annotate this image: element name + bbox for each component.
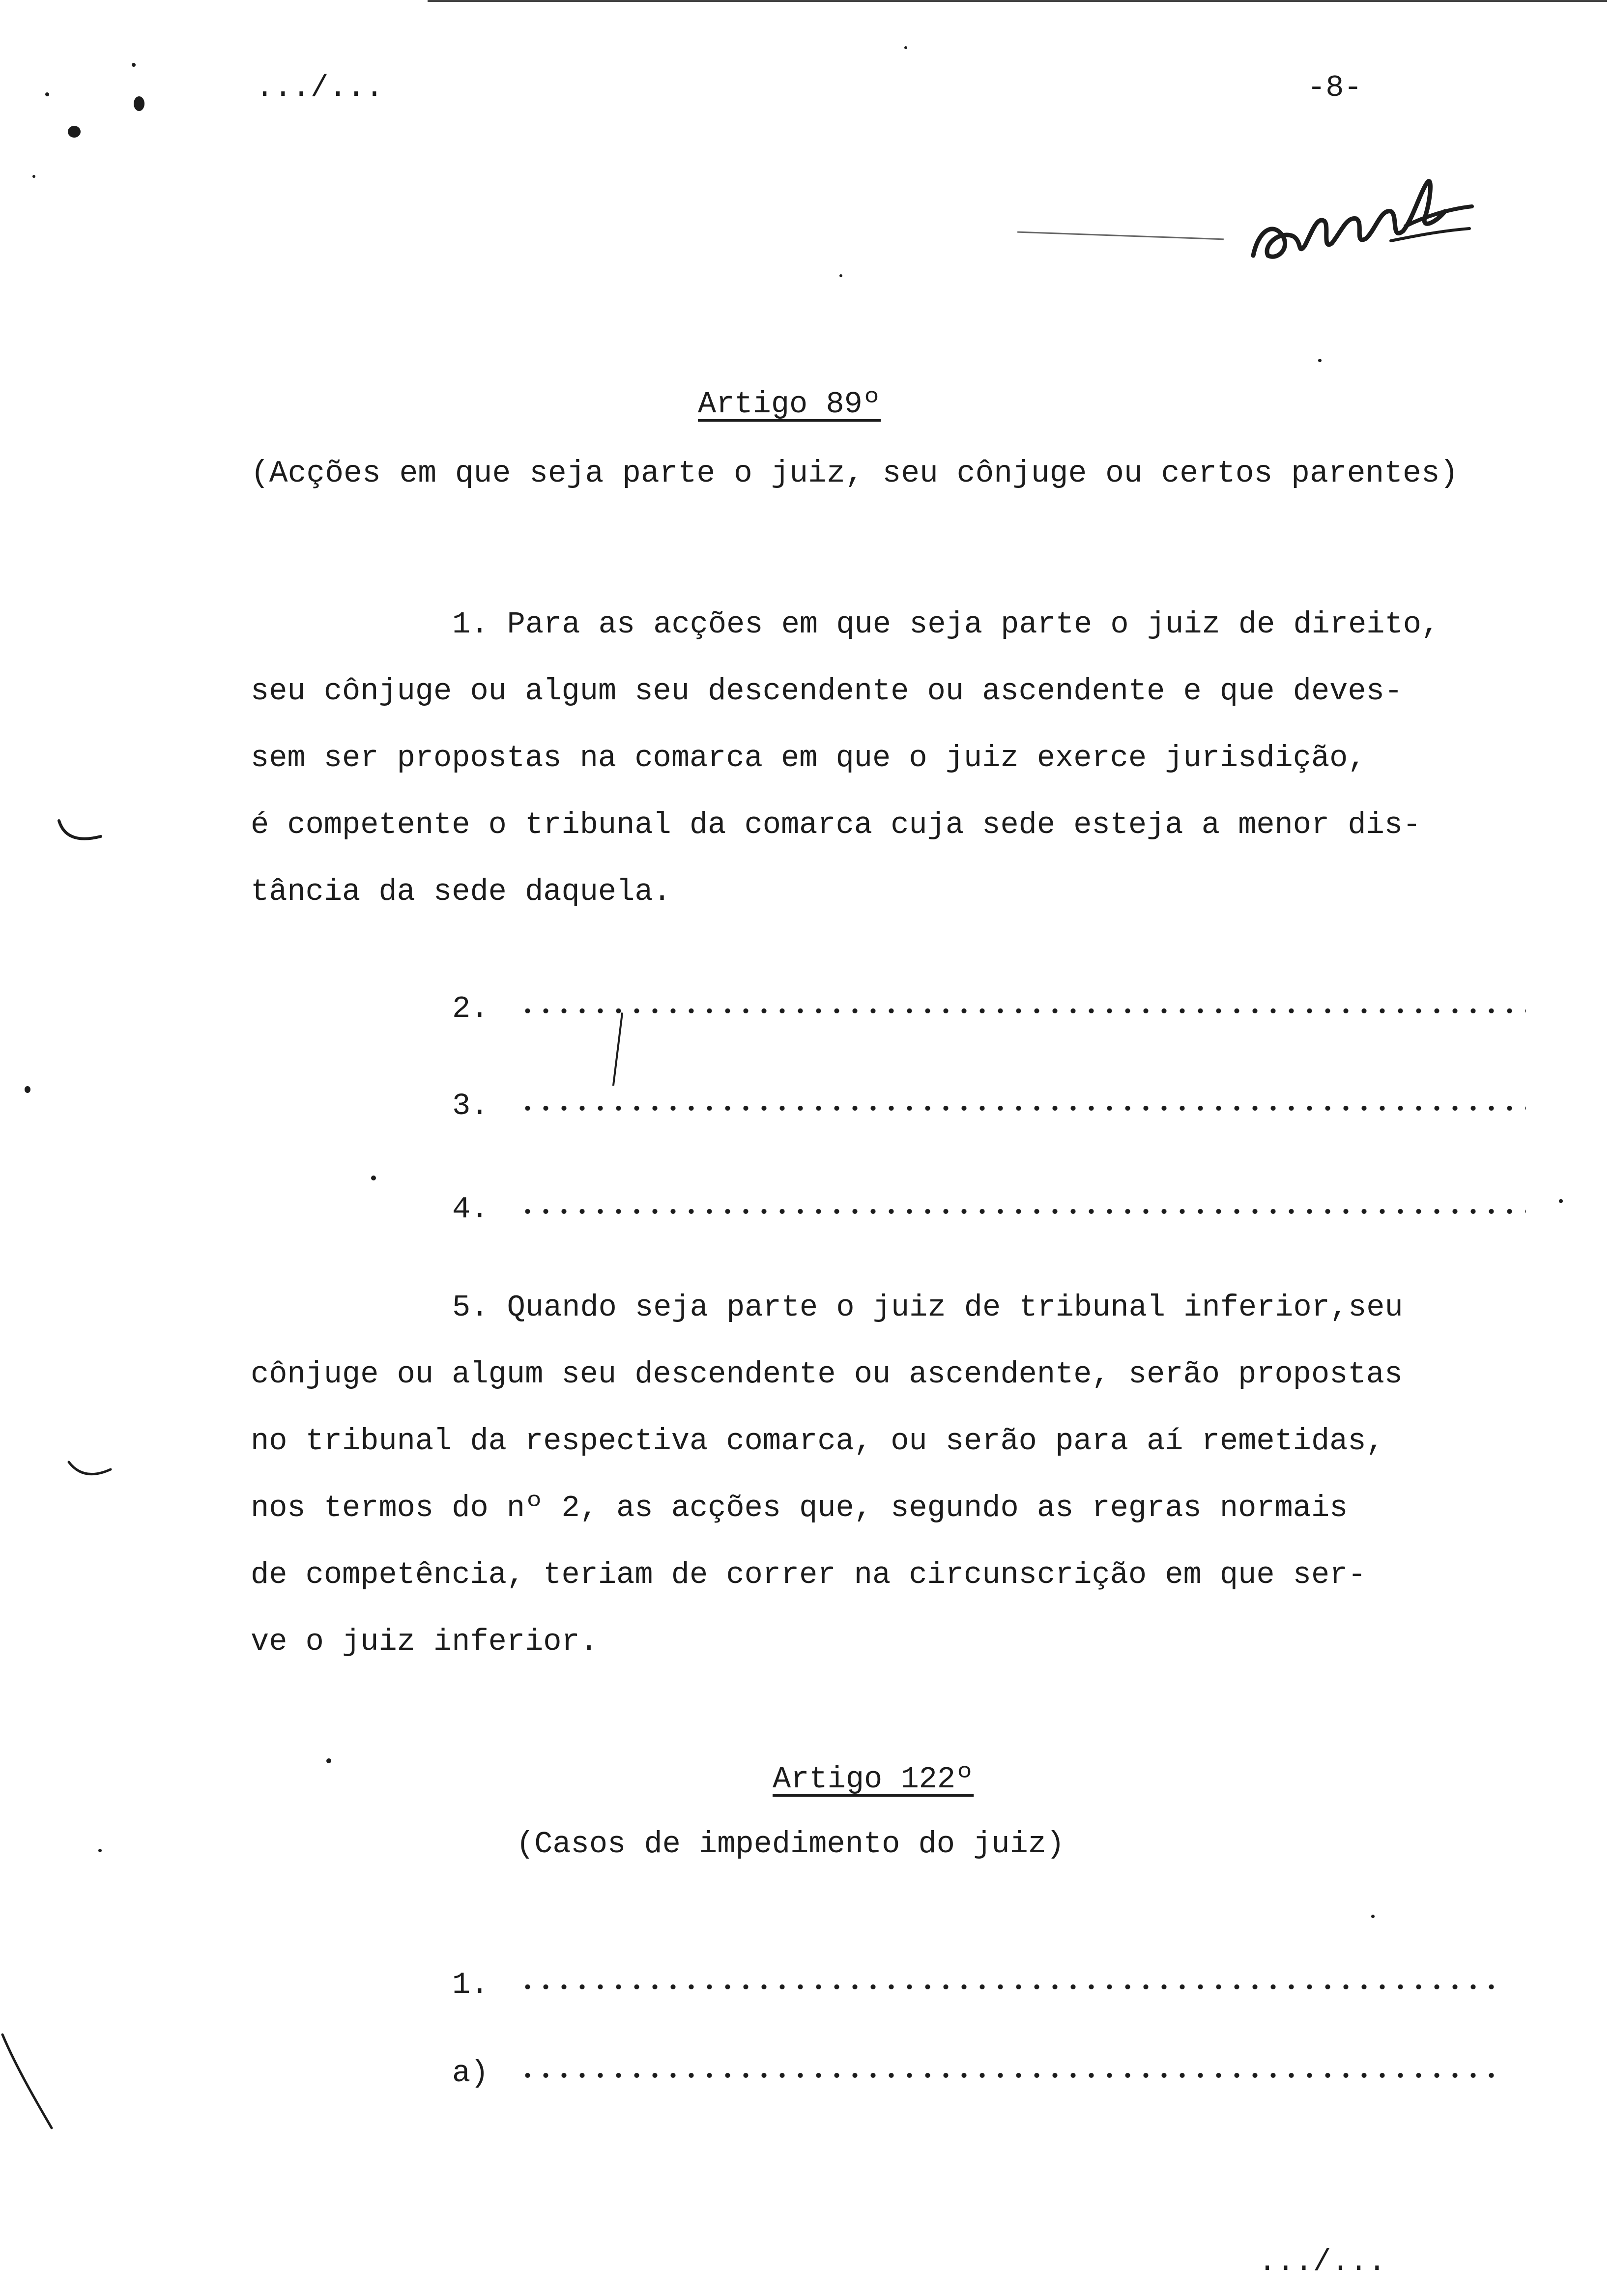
faint-stroke <box>1017 231 1224 240</box>
article-122-item-1-dots <box>518 1984 1506 1989</box>
handwritten-initials <box>1243 162 1479 275</box>
article-89-title: Artigo 89º <box>698 387 881 422</box>
omitted-item-4-number: 4. <box>452 1192 489 1227</box>
article-122-title: Artigo 122º <box>773 1762 974 1797</box>
edge-stroke-bottom-left <box>0 2025 64 2145</box>
article-89-p5-line-6: ve o juiz inferior. <box>251 1624 598 1659</box>
article-89-p1-line-1: 1. Para as acções em que seja parte o juiz de direito, <box>452 607 1440 642</box>
article-122-item-1-number: 1. <box>452 1967 489 2002</box>
article-89-p1-line-3: sem ser propostas na comarca em que o juiz exerce jurisdição, <box>251 741 1366 775</box>
top-edge-rule <box>428 0 1607 2</box>
omitted-item-2-number: 2. <box>452 991 489 1026</box>
omitted-item-3-number: 3. <box>452 1089 489 1123</box>
speck <box>904 46 907 49</box>
omitted-item-4-dots <box>518 1209 1526 1214</box>
article-122-item-a-dots <box>518 2073 1506 2078</box>
speck <box>1559 1199 1563 1203</box>
speck <box>326 1758 331 1763</box>
article-89-p5-line-2: cônjuge ou algum seu descendente ou ascendente, serão propostas <box>251 1357 1403 1392</box>
speck <box>132 63 136 67</box>
omitted-item-3-dots <box>518 1106 1526 1111</box>
speck <box>45 92 49 96</box>
article-89-p1-line-5: tância da sede daquela. <box>251 874 671 909</box>
article-89-p5-line-4: nos termos do nº 2, as acções que, segundo as regras normais <box>251 1491 1348 1525</box>
article-89-p1-line-4: é competente o tribunal da comarca cuja sede esteja a menor dis- <box>251 807 1421 842</box>
speck <box>25 1086 30 1093</box>
speck <box>1371 1915 1375 1918</box>
speck <box>134 96 144 111</box>
continuation-marker-top: .../... <box>256 70 384 105</box>
speck <box>98 1849 102 1852</box>
speck <box>371 1176 376 1180</box>
continuation-marker-bottom: .../... <box>1258 2244 1386 2279</box>
article-122-subtitle: (Casos de impedimento do juiz) <box>516 1827 1065 1862</box>
omitted-item-2-dots <box>518 1008 1526 1013</box>
binding-hole-mark-lower <box>64 1455 118 1492</box>
speck <box>839 274 842 277</box>
article-89-p1-line-2: seu cônjuge ou algum seu descendente ou ascendente e que deves- <box>251 674 1403 709</box>
article-89-subtitle: (Acções em que seja parte o juiz, seu cônjuge ou certos parentes) <box>251 456 1459 491</box>
speck <box>32 175 35 178</box>
article-89-p5-line-5: de competência, teriam de correr na circunscrição em que ser- <box>251 1557 1366 1592</box>
binding-hole-mark-upper <box>54 816 108 853</box>
pencil-stroke <box>612 1012 623 1086</box>
speck <box>68 126 81 138</box>
page-number: -8- <box>1307 70 1362 105</box>
speck <box>1318 359 1322 362</box>
article-122-item-a-number: a) <box>452 2056 489 2091</box>
article-89-p5-line-3: no tribunal da respectiva comarca, ou serão para aí remetidas, <box>251 1424 1384 1459</box>
article-89-p5-line-1: 5. Quando seja parte o juiz de tribunal inferior,seu <box>452 1290 1403 1325</box>
